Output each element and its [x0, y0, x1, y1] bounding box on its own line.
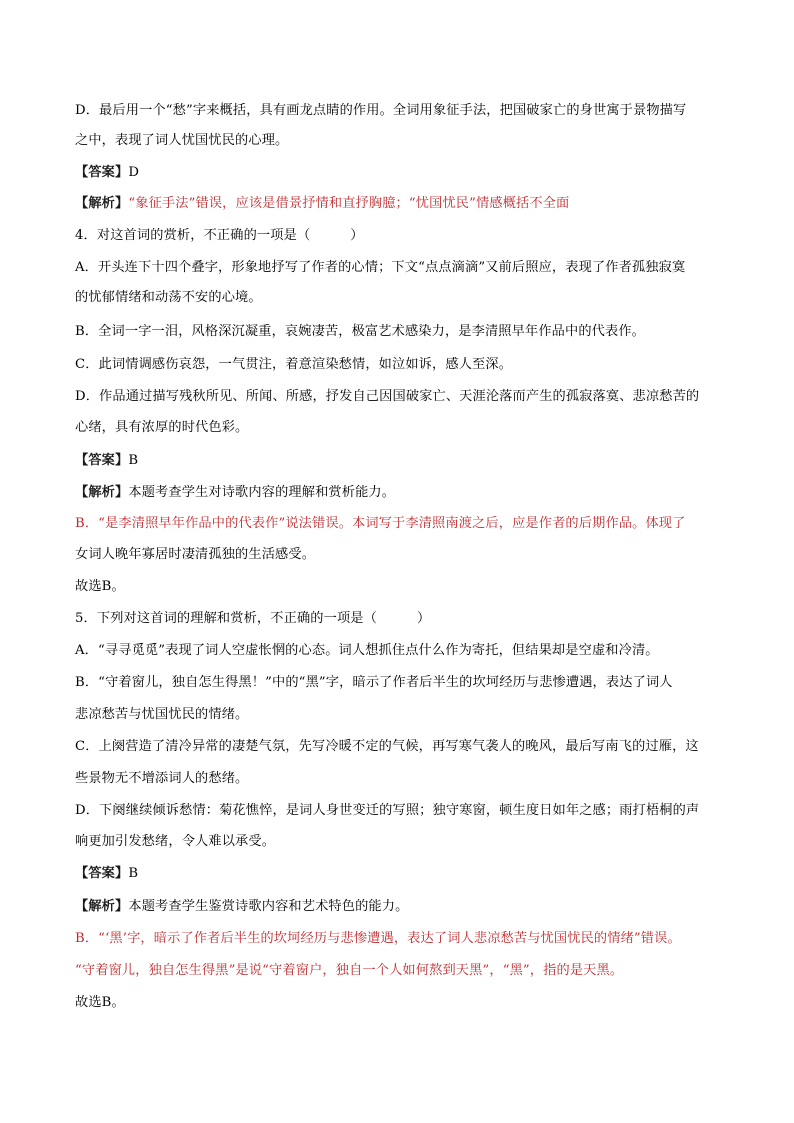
q4-option-a-line1: A．开头连下十四个叠字，形象地抒写了作者的心情；下文“点点滴滴”又前后照应，表现了作者孤独寂寞 — [75, 260, 686, 275]
answer-value: D — [128, 165, 140, 180]
q3-option-d-line1: D．最后用一个“愁”字来概括，具有画龙点睛的作用。全词用象征手法，把国破家亡的身世寓于景物描写 — [75, 103, 687, 118]
q5-option-b-line2: 悲凉愁苦与忧国忧民的情绪。 — [75, 707, 249, 722]
q3-option-d-line2: 之中，表现了词人忧国忧民的心理。 — [75, 133, 289, 148]
q5-answer — [75, 864, 755, 884]
q4-explanation-line1: B．“是李清照早年作品中的代表作”说法错误。本词写于李清照南渡之后，应是作者的后期作品。体现了 — [75, 516, 686, 531]
q4-option-d-line2: 心绪，具有浓厚的时代色彩。 — [75, 420, 249, 435]
q4-analysis — [75, 483, 755, 503]
q5-option-c-line2: 些景物无不增添词人的愁绪。 — [75, 771, 249, 786]
q4-conclusion: 故选B。 — [75, 579, 125, 594]
q3-analysis — [75, 194, 755, 214]
q4-option-a-line2: 的忧郁情绪和动荡不安的心境。 — [75, 290, 262, 305]
q5-option-b-line1: B．“守着窗儿，独自怎生得黑！”中的“黑”字，暗示了作者后半生的坎坷经历与悲惨遭遇，表达了词人 — [75, 675, 673, 690]
q5-conclusion: 故选B。 — [75, 995, 125, 1010]
q5-option-d-line1: D．下阕继续倾诉愁情：菊花憔悴，是词人身世变迁的写照；独守寒窗，顿生度日如年之感；雨打梧桐的声 — [75, 803, 700, 818]
analysis-text: 本题考查学生鉴赏诗歌内容和艺术特色的能力。 — [128, 899, 409, 914]
answer-value: B — [128, 453, 139, 468]
q4-explanation-line2: 女词人晚年寡居时凄清孤独的生活感受。 — [75, 547, 316, 562]
q5-explanation-line1: B．“‘黑’字，暗示了作者后半生的坎坷经历与悲惨遭遇，表达了词人悲凉愁苦与忧国忧民的情绪”错误。 — [75, 931, 681, 946]
answer-label: 【答案】 — [75, 165, 129, 180]
q4-answer — [75, 451, 755, 471]
q5-stem: 5．下列对这首词的理解和赏析，不正确的一项是（ ） — [75, 611, 431, 626]
analysis-text: “象征手法”错误，应该是借景抒情和直抒胸臆；“忧国忧民”情感概括不全面 — [128, 196, 570, 211]
answer-value: B — [128, 866, 139, 881]
q5-analysis — [75, 897, 755, 917]
q4-stem: 4．对这首词的赏析，不正确的一项是（ ） — [75, 228, 364, 243]
q5-option-d-line2: 响更加引发愁绪，令人难以承受。 — [75, 834, 276, 849]
analysis-text: 本题考查学生对诗歌内容的理解和赏析能力。 — [128, 485, 396, 500]
q5-option-c-line1: C．上阕营造了清冷异常的凄楚气氛，先写冷暖不定的气候，再写寒气袭人的晚风，最后写南飞的过雁，这 — [75, 739, 699, 754]
q4-option-d-line1: D．作品通过描写残秋所见、所闻、所感，抒发自己因国破家亡、天涯沦落而产生的孤寂落寞、悲凉愁苦的 — [75, 389, 700, 404]
q4-option-b: B．全词一字一泪，风格深沉凝重，哀婉凄苦，极富艺术感染力，是李清照早年作品中的代表作。 — [75, 324, 646, 339]
q5-explanation-line2: “守着窗儿，独自怎生得黑”是说“守着窗户，独自一个人如何熬到天黑”，“黑”，指的是天黑。 — [75, 963, 624, 978]
analysis-label: 【解析】 — [75, 899, 129, 914]
answer-label: 【答案】 — [75, 453, 129, 468]
q5-option-a: A．“寻寻觅觅”表现了词人空虚怅惘的心态。词人想抓住点什么作为寄托，但结果却是空虚和冷清。 — [75, 643, 659, 658]
q4-option-c: C．此词情调感伤哀怨，一气贯注，着意渲染愁情，如泣如诉，感人至深。 — [75, 357, 513, 372]
analysis-label: 【解析】 — [75, 196, 129, 211]
answer-label: 【答案】 — [75, 866, 129, 881]
analysis-label: 【解析】 — [75, 485, 129, 500]
q3-answer — [75, 163, 755, 183]
